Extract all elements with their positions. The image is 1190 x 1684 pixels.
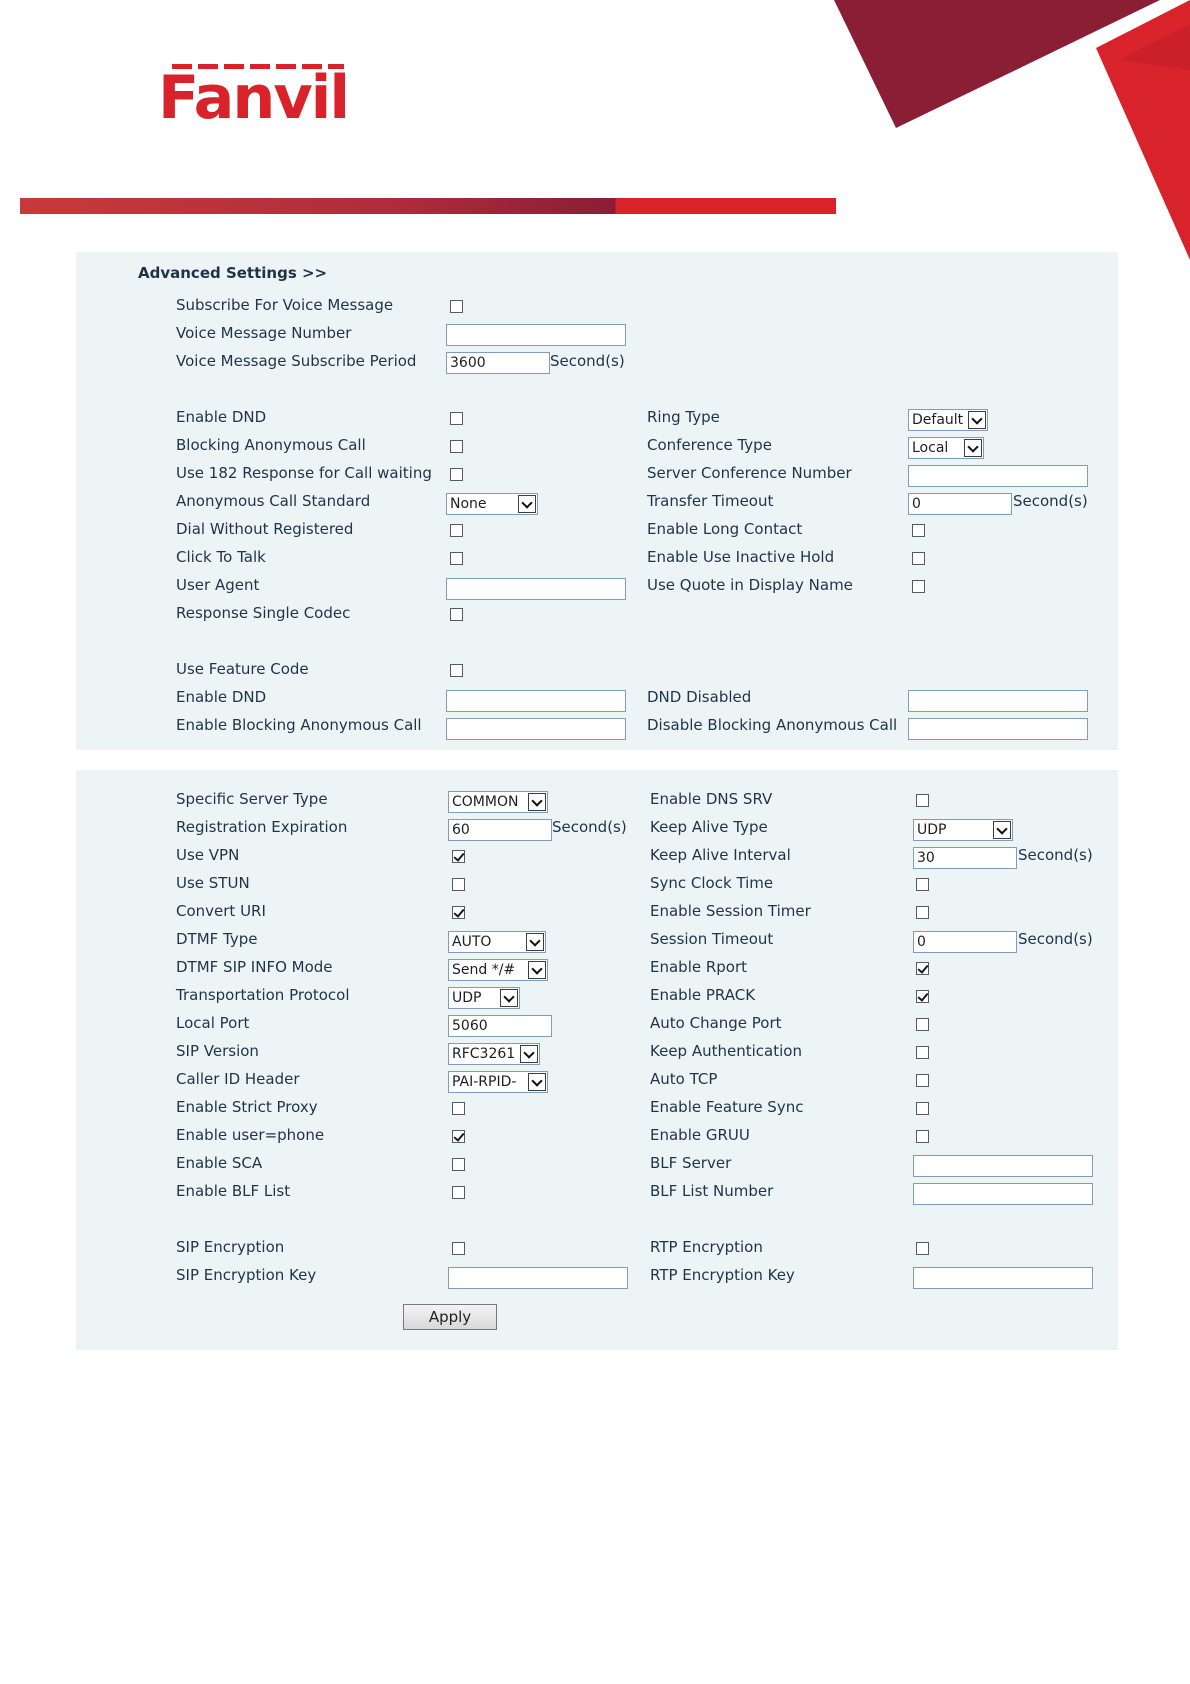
keep-alive-type-select[interactable] <box>913 819 1013 841</box>
sip-settings-panel <box>76 770 1118 1350</box>
use-vpn-label: Use VPN <box>176 846 240 864</box>
blf-list-number-input[interactable] <box>913 1183 1093 1205</box>
enable-dnd-checkbox[interactable] <box>450 412 463 425</box>
blf-list-number-label: BLF List Number <box>650 1182 774 1200</box>
chevron-down-icon[interactable] <box>968 411 986 429</box>
enable-inactive-hold-label: Enable Use Inactive Hold <box>647 548 835 566</box>
sip-encryption-checkbox[interactable] <box>452 1242 465 1255</box>
use-quote-checkbox[interactable] <box>912 580 925 593</box>
caller-id-header-select[interactable] <box>448 1071 548 1093</box>
advanced-settings-panel <box>76 252 1118 750</box>
keep-alive-interval-label: Keep Alive Interval <box>650 846 791 864</box>
dnd-disabled-label: DND Disabled <box>647 688 752 706</box>
feature-enable-blocking-label: Enable Blocking Anonymous Call <box>176 716 422 734</box>
dtmf-sip-info-value: Send */# <box>452 962 516 978</box>
subscribe-voice-label: Subscribe For Voice Message <box>176 296 394 314</box>
rtp-encryption-key-label: RTP Encryption Key <box>650 1266 795 1284</box>
corner-decoration <box>820 0 1190 260</box>
convert-uri-checkbox[interactable] <box>452 906 465 919</box>
use-feature-code-label: Use Feature Code <box>176 660 309 678</box>
enable-session-timer-checkbox[interactable] <box>916 906 929 919</box>
chevron-down-icon[interactable] <box>526 933 544 951</box>
dtmf-type-label: DTMF Type <box>176 930 258 948</box>
chevron-down-icon[interactable] <box>528 961 546 979</box>
dtmf-sip-info-label: DTMF SIP INFO Mode <box>176 958 333 976</box>
sip-encryption-key-input[interactable] <box>448 1267 628 1289</box>
anon-standard-value: None <box>450 496 487 512</box>
anon-standard-label: Anonymous Call Standard <box>176 492 371 510</box>
dial-without-registered-checkbox[interactable] <box>450 524 463 537</box>
dtmf-type-select[interactable] <box>448 931 546 953</box>
enable-rport-checkbox[interactable] <box>916 962 929 975</box>
use-vpn-checkbox[interactable] <box>452 850 465 863</box>
chevron-down-icon[interactable] <box>520 1045 538 1063</box>
server-conference-number-input[interactable] <box>908 465 1088 487</box>
user-phone-label: Enable user=phone <box>176 1126 325 1144</box>
click-to-talk-checkbox[interactable] <box>450 552 463 565</box>
chevron-down-icon[interactable] <box>528 1073 546 1091</box>
dtmf-type-value: AUTO <box>452 934 492 950</box>
use-feature-code-checkbox[interactable] <box>450 664 463 677</box>
auto-tcp-checkbox[interactable] <box>916 1074 929 1087</box>
sip-version-value: RFC3261 <box>452 1046 516 1062</box>
dnd-disabled-input[interactable] <box>908 690 1088 712</box>
session-timeout-input[interactable]: 0 <box>913 931 1017 953</box>
click-to-talk-label: Click To Talk <box>176 548 266 566</box>
registration-expiration-input[interactable]: 60 <box>448 819 552 841</box>
sync-clock-time-checkbox[interactable] <box>916 878 929 891</box>
keep-authentication-checkbox[interactable] <box>916 1046 929 1059</box>
keep-alive-interval-input[interactable]: 30 <box>913 847 1017 869</box>
enable-blf-list-label: Enable BLF List <box>176 1182 291 1200</box>
keep-authentication-label: Keep Authentication <box>650 1042 802 1060</box>
enable-rport-label: Enable Rport <box>650 958 748 976</box>
response-single-codec-label: Response Single Codec <box>176 604 351 622</box>
dial-without-registered-label: Dial Without Registered <box>176 520 354 538</box>
section-title: Advanced Settings >> <box>138 264 328 282</box>
keep-alive-type-label: Keep Alive Type <box>650 818 768 836</box>
sip-version-select[interactable] <box>448 1043 540 1065</box>
server-conference-number-label: Server Conference Number <box>647 464 852 482</box>
enable-dnd-label: Enable DND <box>176 408 267 426</box>
ring-type-select[interactable] <box>908 409 988 431</box>
chevron-down-icon[interactable] <box>500 989 518 1007</box>
transport-select[interactable] <box>448 987 520 1009</box>
sync-clock-time-label: Sync Clock Time <box>650 874 774 892</box>
enable-sca-label: Enable SCA <box>176 1154 263 1172</box>
apply-button[interactable]: Apply <box>403 1304 497 1330</box>
chevron-down-icon[interactable] <box>528 793 546 811</box>
enable-dns-srv-checkbox[interactable] <box>916 794 929 807</box>
user-phone-checkbox[interactable] <box>452 1130 465 1143</box>
sip-encryption-key-label: SIP Encryption Key <box>176 1266 317 1284</box>
caller-id-header-label: Caller ID Header <box>176 1070 300 1088</box>
session-timeout-unit: Second(s) <box>1018 930 1093 948</box>
feature-enable-dnd-input[interactable] <box>446 690 626 712</box>
voice-period-input[interactable]: 3600 <box>446 352 550 374</box>
enable-long-contact-checkbox[interactable] <box>912 524 925 537</box>
sip-version-label: SIP Version <box>176 1042 259 1060</box>
voice-period-label: Voice Message Subscribe Period <box>176 352 417 370</box>
session-timeout-label: Session Timeout <box>650 930 774 948</box>
enable-session-timer-label: Enable Session Timer <box>650 902 811 920</box>
enable-inactive-hold-checkbox[interactable] <box>912 552 925 565</box>
feature-enable-dnd-label: Enable DND <box>176 688 267 706</box>
conference-type-label: Conference Type <box>647 436 772 454</box>
strict-proxy-checkbox[interactable] <box>452 1102 465 1115</box>
enable-gruu-checkbox[interactable] <box>916 1130 929 1143</box>
local-port-input[interactable]: 5060 <box>448 1015 552 1037</box>
chevron-down-icon[interactable] <box>993 821 1011 839</box>
enable-prack-checkbox[interactable] <box>916 990 929 1003</box>
transport-value: UDP <box>452 990 482 1006</box>
specific-server-type-value: COMMON <box>452 794 519 810</box>
voice-period-unit: Second(s) <box>550 352 625 370</box>
dtmf-sip-info-select[interactable] <box>448 959 548 981</box>
svg-text:Fanvil: Fanvil <box>158 63 348 126</box>
header-stripe <box>20 198 836 214</box>
enable-dns-srv-label: Enable DNS SRV <box>650 790 773 808</box>
fanvil-logo <box>158 62 348 126</box>
disable-blocking-label: Disable Blocking Anonymous Call <box>647 716 898 734</box>
auto-tcp-label: Auto TCP <box>650 1070 718 1088</box>
blf-server-label: BLF Server <box>650 1154 732 1172</box>
transport-label: Transportation Protocol <box>176 986 350 1004</box>
use-182-label: Use 182 Response for Call waiting <box>176 464 432 482</box>
use-stun-label: Use STUN <box>176 874 250 892</box>
registration-expiration-unit: Second(s) <box>552 818 627 836</box>
blf-server-input[interactable] <box>913 1155 1093 1177</box>
conference-type-value: Local <box>912 440 949 456</box>
user-agent-label: User Agent <box>176 576 260 594</box>
specific-server-type-select[interactable] <box>448 791 548 813</box>
enable-sca-checkbox[interactable] <box>452 1158 465 1171</box>
local-port-label: Local Port <box>176 1014 250 1032</box>
response-single-codec-checkbox[interactable] <box>450 608 463 621</box>
ring-type-value: Default <box>912 412 964 428</box>
sip-encryption-label: SIP Encryption <box>176 1238 285 1256</box>
auto-change-port-checkbox[interactable] <box>916 1018 929 1031</box>
enable-feature-sync-label: Enable Feature Sync <box>650 1098 804 1116</box>
chevron-down-icon[interactable] <box>964 439 982 457</box>
use-stun-checkbox[interactable] <box>452 878 465 891</box>
blocking-anonymous-checkbox[interactable] <box>450 440 463 453</box>
auto-change-port-label: Auto Change Port <box>650 1014 782 1032</box>
keep-alive-type-value: UDP <box>917 822 947 838</box>
ring-type-label: Ring Type <box>647 408 720 426</box>
enable-gruu-label: Enable GRUU <box>650 1126 750 1144</box>
enable-blf-list-checkbox[interactable] <box>452 1186 465 1199</box>
caller-id-header-value: PAI-RPID- <box>452 1074 517 1090</box>
transfer-timeout-input[interactable]: 0 <box>908 493 1012 515</box>
voice-number-label: Voice Message Number <box>176 324 352 342</box>
registration-expiration-label: Registration Expiration <box>176 818 348 836</box>
feature-enable-blocking-input[interactable] <box>446 718 626 740</box>
transfer-timeout-label: Transfer Timeout <box>647 492 774 510</box>
rtp-encryption-checkbox[interactable] <box>916 1242 929 1255</box>
keep-alive-interval-unit: Second(s) <box>1018 846 1093 864</box>
voice-number-input[interactable] <box>446 324 626 346</box>
conference-type-select[interactable] <box>908 437 984 459</box>
rtp-encryption-key-input[interactable] <box>913 1267 1093 1289</box>
convert-uri-label: Convert URI <box>176 902 266 920</box>
rtp-encryption-label: RTP Encryption <box>650 1238 763 1256</box>
use-182-checkbox[interactable] <box>450 468 463 481</box>
disable-blocking-input[interactable] <box>908 718 1088 740</box>
enable-feature-sync-checkbox[interactable] <box>916 1102 929 1115</box>
anon-standard-select[interactable] <box>446 493 538 515</box>
blocking-anonymous-label: Blocking Anonymous Call <box>176 436 366 454</box>
enable-prack-label: Enable PRACK <box>650 986 756 1004</box>
subscribe-voice-checkbox[interactable] <box>450 300 463 313</box>
user-agent-input[interactable] <box>446 578 626 600</box>
strict-proxy-label: Enable Strict Proxy <box>176 1098 318 1116</box>
chevron-down-icon[interactable] <box>518 495 536 513</box>
use-quote-label: Use Quote in Display Name <box>647 576 853 594</box>
specific-server-type-label: Specific Server Type <box>176 790 328 808</box>
transfer-timeout-unit: Second(s) <box>1013 492 1088 510</box>
enable-long-contact-label: Enable Long Contact <box>647 520 803 538</box>
